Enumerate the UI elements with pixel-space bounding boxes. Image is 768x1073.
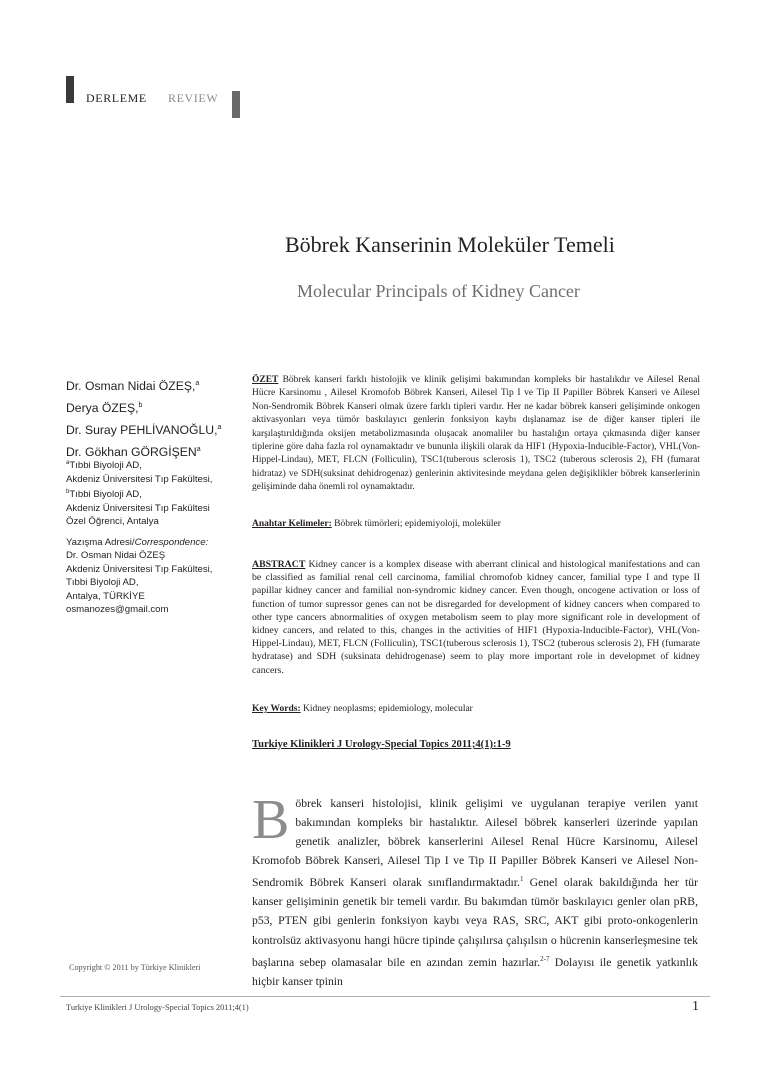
footer-divider [60,996,710,997]
correspondence-email[interactable]: osmanozes@gmail.com [66,604,169,616]
body-text-3: Dolayısı ile genetik yatkınlık hiçbir kanser tpinin [252,955,698,988]
affiliation-a: $^a$Tıbbi Biyoloji AD, [66,460,142,472]
affiliation-b-line3: Özel Öğrenci, Antalya [66,516,159,527]
article-type-tr: DERLEME [86,91,147,105]
title-turkish: Böbrek Kanserinin Moleküler Temeli [285,232,615,257]
ozet-paragraph [252,374,700,495]
keywords-text: Kidney neoplasms; epidemiology, molecular [303,704,473,714]
header-bar-left [66,76,74,103]
author-list [66,374,246,462]
abstract-paragraph [252,558,700,677]
affiliations [66,457,246,528]
correspondence-label: Yazışma Adresi/Correspondence: [66,537,209,548]
abstract-text: Kidney cancer is a komplex disease with aberrant clinical and histological manifestations and can be classified as familial renal cell carcinoma, familial chromofob kidney cancer, familial type I and type II papillar kidney cancer and familial non-syndromic kidney cancer. Even though, oncogene activation or loss of function of tumor supressor genes can not be disregarded for development of kidney cancers when compared to other type cancers abnormalities of oxygen metabolism seem to play more significant role in development of kidney cancers, and related to this, changes in the activities of HIF1 (Hypoxia-Inducible-Factor), VHL(Von-Hippel-Lindau), MET, FLCN (Folliculin), TSC1(tuberous sclerosis 1), TSC2 (tuberous sclerosis 2), FH (fumarate hydratase) and SDH (suksinata dehidrogenase) seem to play more important role in developmet of kidney cancers. [252,559,700,676]
anahtar-kelimeler [252,518,700,531]
body-ref-1: 1 [519,875,524,884]
keywords-heading: Key Words: [252,704,301,714]
author-2: Derya ÖZEŞ,$^b$ [66,401,143,416]
body-text-1: öbrek kanseri histolojisi, klinik gelişimi ve uygulanan terapiye verilen yanıt bakımından kompleks bir hastalıktır. Ailesel böbrek kanserleri üzerinde yapılan genetik analizler, böbrek kanserlerini Ailesel Renal Hücre Karsinomu, Ailesel Kromofob Böbrek Kanseri, Ailesel Tip I ve Tip II Papiller Böbrek Kanseri ve Ailesel Non-Sendromik Böbrek Kanseri olarak sınıflandırmaktadır. [252,797,698,890]
page-number: 1 [692,999,699,1014]
body-paragraph [252,789,698,991]
ozet-heading: ÖZET [252,375,279,385]
body-text-2: Genel olarak bakıldığında her tür kanser gelişiminin genetik bir temeli vardır. Bu bakımdan tümör baskılayıcı genler olan pRB, p53, PTEN gibi genlerin fonksiyon kaybı veya RAS, SRC, AKT gibi proto-onkogenlerin kontrolsüz aktivasyonu hangi hücre tipinde çalışılırsa çalışılsın o hücrenin kanserleşmesine tek başlarına sebep olamasalar bile en azından zemin hazırlar. [252,876,698,969]
author-3: Dr. Suray PEHLİVANOĞLU,$^a$ [66,423,222,438]
correspondence-name: Dr. Osman Nidai ÖZEŞ [66,550,166,562]
anahtar-heading: Anahtar Kelimeler: [252,519,332,529]
ozet-text: Böbrek kanseri farklı histolojik ve klinik gelişimi bakımından kompleks bir hastalıkdır ve Ailesel Renal Hücre Karsinomu , Ailesel Kromofob Böbrek Kanseri, Ailesel Tip I ve Tip II Papiller Böbrek Kanseri ve Ailesel Non-Sendromik Böbrek Kanseri olmak üzere farklı tipleri vardır. Her ne kadar böbrek kanseri gelişiminde onkogen aktivasyonları veya tümör baskılayıcı genlerin fonksiyon kaybı dışlanamaz ise de diğer kanser tipleri ile karşılaştırıldığında oksijen metabolizmasında oluşacak anomaliler bu hastalığın ortaya çıkmasında diğer kanser tiplerine göre daha fazla rol oynamaktadır ve bununla ilişkili olarak da HIF1 (Hypoxia-Inducible-Factor), VHL(Von-Hippel-Lindau), MET, FLCN (Folliculin), TSC1(tuberous sclerosis 1), TSC2 (tuberous sclerosis 2), FH (fumarat hidrataz) ve SDH(suksinat dehidrogenaz) genlerinin aktivitesinde meydana gelen değişiklikler böbrek kanserlerinin gelişiminde daha önemli rol oynamaktadır. [252,375,701,493]
citation: Turkiye Klinikleri J Urology-Special Topics 2011;4(1):1-9 [252,739,511,750]
correspondence [66,536,246,616]
article-type-en: REVIEW [168,91,219,105]
affiliation-b: $^b$Tıbbi Biyoloji AD, [66,489,142,501]
affiliation-b-line2: Akdeniz Üniversitesi Tıp Fakültesi [66,502,210,514]
author-4: Dr. Gökhan GÖRGİŞEN$^a$ [66,445,201,460]
correspondence-line2: Tıbbi Biyoloji AD, [66,577,139,589]
footer-journal: Turkiye Klinikleri J Urology-Special Topics 2011;4(1) [66,1003,249,1012]
correspondence-line1: Akdeniz Üniversitesi Tıp Fakültesi, [66,563,213,575]
drop-cap: B [252,789,290,851]
correspondence-line3: Antalya, TÜRKİYE [66,590,145,602]
anahtar-text: Böbrek tümörleri; epidemiyoloji, moleküler [334,519,501,529]
header-bar-right [232,91,240,118]
affiliation-a-line2: Akdeniz Üniversitesi Tıp Fakültesi, [66,473,213,485]
copyright: Copyright © 2011 by Türkiye Klinikleri [69,963,201,972]
key-words [252,703,700,716]
abstract-heading: ABSTRACT [252,559,306,570]
title-english: Molecular Principals of Kidney Cancer [297,281,580,301]
author-1: Dr. Osman Nidai ÖZEŞ,$^a$ [66,379,200,394]
body-ref-2: 2-7 [540,954,550,963]
